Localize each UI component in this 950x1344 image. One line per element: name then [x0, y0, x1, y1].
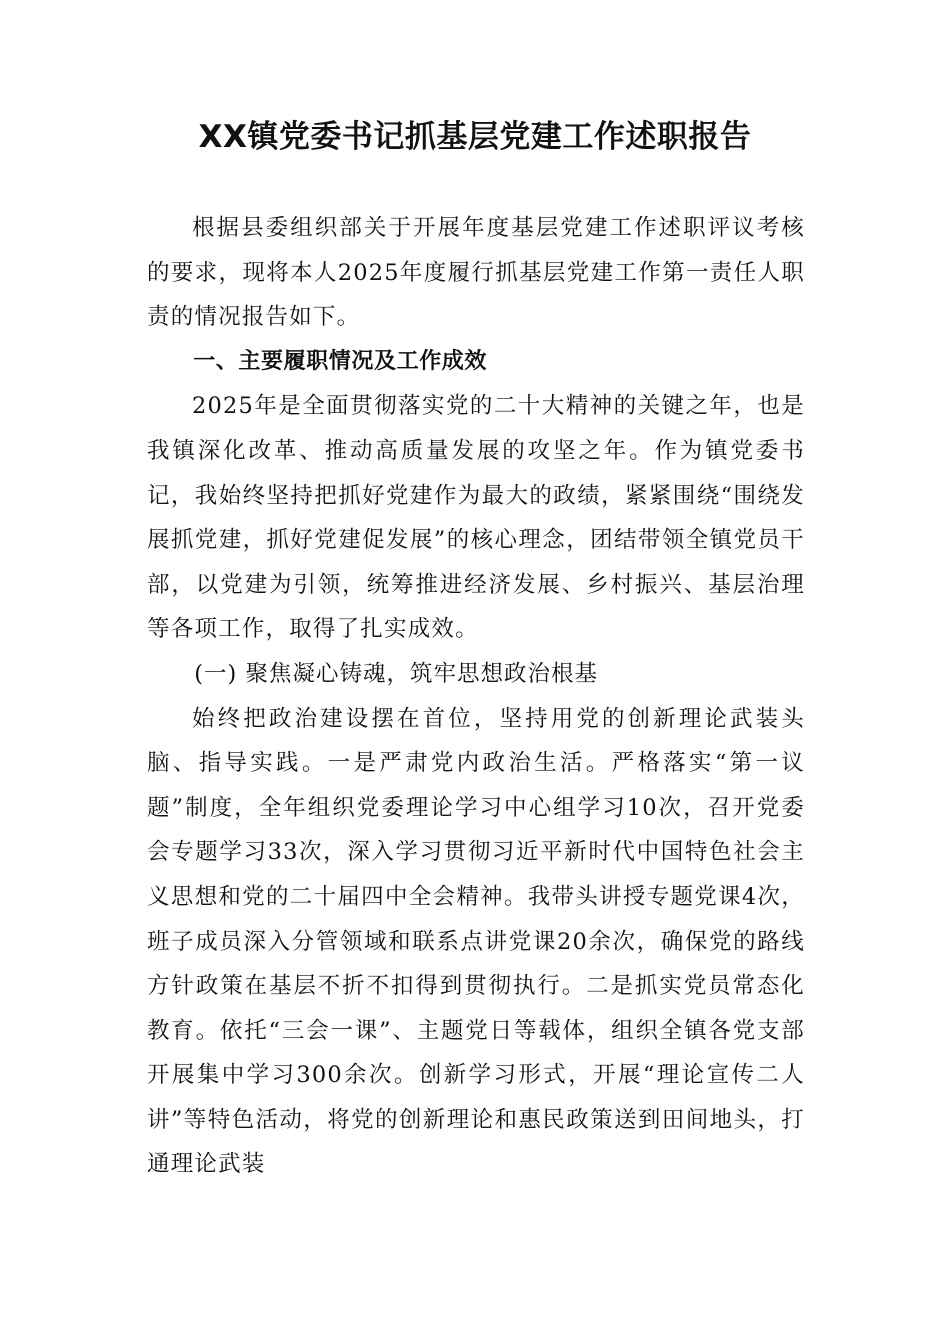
section-heading-1: 一、主要履职情况及工作成效: [193, 348, 487, 374]
subsection-1-paragraph: 始终把政治建设摆在首位，坚持用党的创新理论武装头脑、指导实践。一是严肃党内政治生活。严格落实“第一议题”制度，全年组织党委理论学习中心组学习10次，召开党委会专题学习33次，深入学习贯彻习近平新时代中国特色社会主义思想和党的二十届四中全会精神。我带头讲授专题党课4次，班子成员深入分管领域和联系点讲党课20余次，确保党的路线方针政策在基层不折不扣得到贯彻执行。二是抓实党员常态化教育。依托“三会一课”、主题党日等载体，组织全镇各党支部开展集中学习300余次。创新学习形式，开展“理论宣传二人讲”等特色活动，将党的创新理论和惠民政策送到田间地头，打通理论武装: [147, 705, 805, 1178]
document-title: XX镇党委书记抓基层党建工作述职报告: [198, 119, 752, 155]
subsection-heading-1: (一) 聚焦凝心铸魂，筑牢思想政治根基: [194, 660, 598, 687]
document-body: [147, 206, 805, 1187]
section-1-paragraph: 2025年是全面贯彻落实党的二十大精神的关键之年，也是我镇深化改革、推动高质量发展的攻坚之年。作为镇党委书记，我始终坚持把抓好党建作为最大的政绩，紧紧围绕“围绕发展抓党建，抓好党建促发展”的核心理念，团结带领全镇党员干部，以党建为引领，统筹推进经济发展、乡村振兴、基层治理等各项工作，取得了扎实成效。: [147, 393, 805, 643]
intro-paragraph: 根据县委组织部关于开展年度基层党建工作述职评议考核的要求，现将本人2025年度履行抓基层党建工作第一责任人职责的情况报告如下。: [147, 215, 805, 331]
